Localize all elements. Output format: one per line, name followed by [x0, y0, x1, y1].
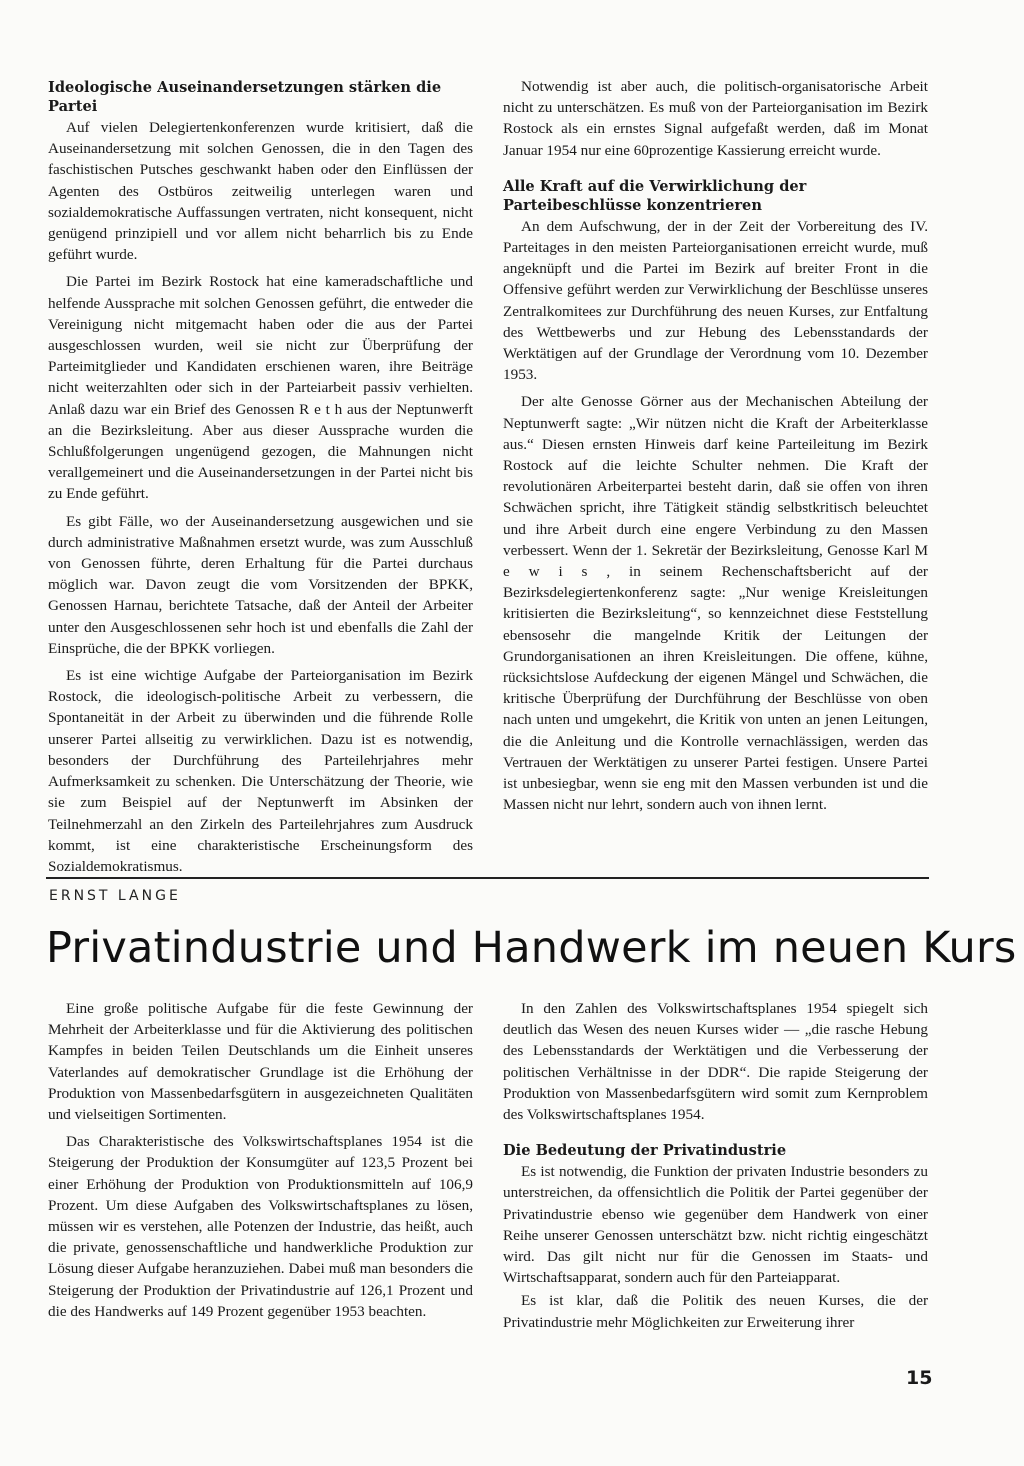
bottom-right-column: [503, 998, 928, 1333]
bottom-left-column: [48, 998, 473, 1322]
section-heading: Die Bedeutung der Privatindustrie: [503, 1142, 787, 1160]
article-author: ERNST LANGE: [49, 888, 181, 904]
paragraph: Es gibt Fälle, wo der Auseinandersetzung ausgewichen und sie durch administrative Maßnahmen ersetzt wurde, was zum Ausschluß von Genossen führte, deren Erhaltung für die Partei durchaus möglich war. Davon zeugt die vom Vorsitzenden der BPKK, Genossen Harnau, berichtete Tatsache, daß der Anteil der Arbeiter unter den Ausgeschlossenen sehr hoch ist und ebenfalls die Zahl der Einsprüche, die der BPKK vorliegen.: [48, 512, 473, 657]
top-right-column: [503, 76, 928, 816]
paragraph: Das Charakteristische des Volkswirtschaftsplanes 1954 ist die Steigerung der Produktion der Konsumgüter auf 123,5 Prozent bei einer Erhöhung der Produktion von Produktionsmitteln auf 106,9 Prozent. Um diese Aufgaben des Volkswirtschaftsplanes zu lösen, müssen wir es verstehen, alle Potenzen der Industrie, das heißt, auch die private, genossenschaftliche und handwerkliche Produktion zur Lösung dieser Aufgabe heranzuziehen. Dabei muß man besonders die Steigerung der Produktion der Privatindustrie auf 126,1 Prozent und die des Handwerks auf 149 Prozent gegenüber 1953 beachten.: [48, 1133, 473, 1320]
paragraph: In den Zahlen des Volkswirtschaftsplanes 1954 spiegelt sich deutlich das Wesen des neuen Kurses wider — „die rasche Hebung des Lebensstandards der Werktätigen und die Verbesserung der politischen Verhältnisse in der DDR“. Die rapide Steigerung der Produktion von Massenbedarfsgütern wird somit zum Kernproblem des Volkswirtschaftsplanes 1954.: [503, 1000, 928, 1124]
section-divider: [46, 877, 929, 879]
paragraph: Notwendig ist aber auch, die politisch-organisatorische Arbeit nicht zu unterschätzen. Es muß von der Parteiorganisation im Bezirk Rostock als ein ernstes Signal aufgefaßt werden, daß im Monat Januar 1954 nur eine 60prozentige Kassierung erreicht wurde.: [503, 78, 928, 159]
paragraph: Eine große politische Aufgabe für die feste Gewinnung der Mehrheit der Arbeiterklasse und für die Aktivierung des politischen Kampfes in beiden Teilen Deutschlands um die Einheit unseres Vaterlandes auf demokratischer Grundlage ist die Erhöhung der Produktion von Massenbedarfsgütern in ausgezeichneten Qualitäten und vielseitigen Sortimenten.: [48, 1000, 473, 1124]
paragraph: An dem Aufschwung, der in der Zeit der Vorbereitung des IV. Parteitages in den meisten Parteiorganisationen erreicht wurde, muß angeknüpft und die Partei im Bezirk auf breiter Front in die Offensive geführt werden zur Verwirklichung der Beschlüsse unseres Zentralkomitees zur Durchführung des neuen Kurses, zur Entfaltung des Wettbewerbs und zur Hebung des Lebensstandards der Werktätigen auf der Grundlage der Verordnung vom 10. Dezember 1953.: [503, 217, 928, 384]
paragraph: Auf vielen Delegiertenkonferenzen wurde kritisiert, daß die Auseinandersetzung mit solchen Genossen, die in den Tagen des faschistischen Putsches geschwankt haben oder den Einflüssen der Agenten des Ostbüros zeitweilig unterlegen waren und sozialdemokratische Auffassungen vertraten, nicht konsequent, nicht genügend prinzipiell und vor allem nicht beharrlich bis zu Ende geführt wurde.: [48, 119, 473, 264]
page-number: 15: [906, 1367, 933, 1389]
paragraph: Die Partei im Bezirk Rostock hat eine kameradschaftliche und helfende Aussprache mit solchen Genossen geführt, die entweder die Vereinigung nicht mitgemacht haben oder die aus der Partei ausgeschlossen wurden, weil sie nicht zur Überprüfung der Parteimitglieder und Kandidaten erschienen waren, ihre Beiträge nicht weiterzahlten oder sich in der Parteiarbeit passiv verhielten. Anlaß dazu war ein Brief des Genossen R e t h aus der Neptunwerft an die Bezirksleitung. Aber aus dieser Aussprache wurden die Schlußfolgerungen ungenügend gezogen, die Mahnungen nicht verallgemeinert und die Auseinandersetzungen in der Partei nicht bis zu Ende geführt.: [48, 273, 473, 503]
paragraph: Es ist eine wichtige Aufgabe der Parteiorganisation im Bezirk Rostock, die ideologisch-politische Arbeit zu verbessern, die Spontaneität in der Arbeit zu überwinden und die führende Rolle unserer Partei allseitig zu verwirklichen. Dazu ist es notwendig, besonders der Durchführung des Parteilehrjahres mehr Aufmerksamkeit zu schenken. Die Unterschätzung der Theorie, wie sie zum Beispiel auf der Neptunwerft im Absinken der Teilnehmerzahl an den Zirkeln des Parteilehrjahres zum Ausdruck kommt, ist eine charakteristische Erscheinungsform des Sozialdemokratismus.: [48, 667, 473, 875]
section-heading: Ideologische Auseinandersetzungen stärken die Partei: [48, 79, 442, 115]
section-heading: Alle Kraft auf die Verwirklichung der Parteibeschlüsse konzentrieren: [503, 177, 807, 214]
top-left-column: [48, 78, 473, 877]
paragraph: Es ist klar, daß die Politik des neuen Kurses, die der Privatindustrie mehr Möglichkeiten zur Erweiterung ihrer: [503, 1292, 928, 1331]
article-title: Privatindustrie und Handwerk im neuen Kurs: [46, 923, 1017, 973]
paragraph: Es ist notwendig, die Funktion der privaten Industrie besonders zu unterstreichen, da offensichtlich die Politik der Partei gegenüber der Privatindustrie ebenso wie gegenüber dem Handwerk von einer Reihe unserer Genossen unterschätzt bzw. nicht richtig eingeschätzt wird. Das gilt nicht nur für die Genossen im Staats- und Wirtschaftsapparat, sondern auch für den Parteiapparat.: [503, 1163, 928, 1287]
paragraph: Der alte Genosse Görner aus der Mechanischen Abteilung der Neptunwerft sagte: „Wir nützen nicht die Kraft der Arbeiterklasse aus.“ Diesen ernsten Hinweis darf keine Parteileitung im Bezirk Rostock auf die leichte Schulter nehmen. Die Kraft der revolutionären Arbeiterpartei besteht darin, daß sie offen von ihren Schwächen spricht, ihre Tätigkeit ständig selbstkritisch beleuchtet und ihre Arbeit durch eine engere Verbindung zu den Massen verbessert. Wenn der 1. Sekretär der Bezirksleitung, Genosse Karl M e w i s , in seinem Rechenschaftsbericht auf der Bezirksdelegiertenkonferenz sagte: „Nur wenige Kreisleitungen kritisierten die Bezirksleitung“, so kennzeichnet diese Feststellung ebensosehr die mangelnde Kritik der Leitungen der Grundorganisationen an ihren Kreisleitungen. Die offene, kühne, rücksichtslose Aufdeckung der eigenen Mängel und Schwächen, die kritische Überprüfung der Durchführung der Beschlüsse von oben nach unten und umgekehrt, die Kritik von unten an jenen Leitungen, die die Anleitung und die Kontrolle vernachlässigen, werden das Vertrauen der Werktätigen zu unserer Partei festigen. Unsere Partei ist unbesiegbar, wenn sie eng mit den Massen verbunden ist und die Massen nicht nur lehrt, sondern auch von ihnen lernt.: [503, 393, 928, 814]
